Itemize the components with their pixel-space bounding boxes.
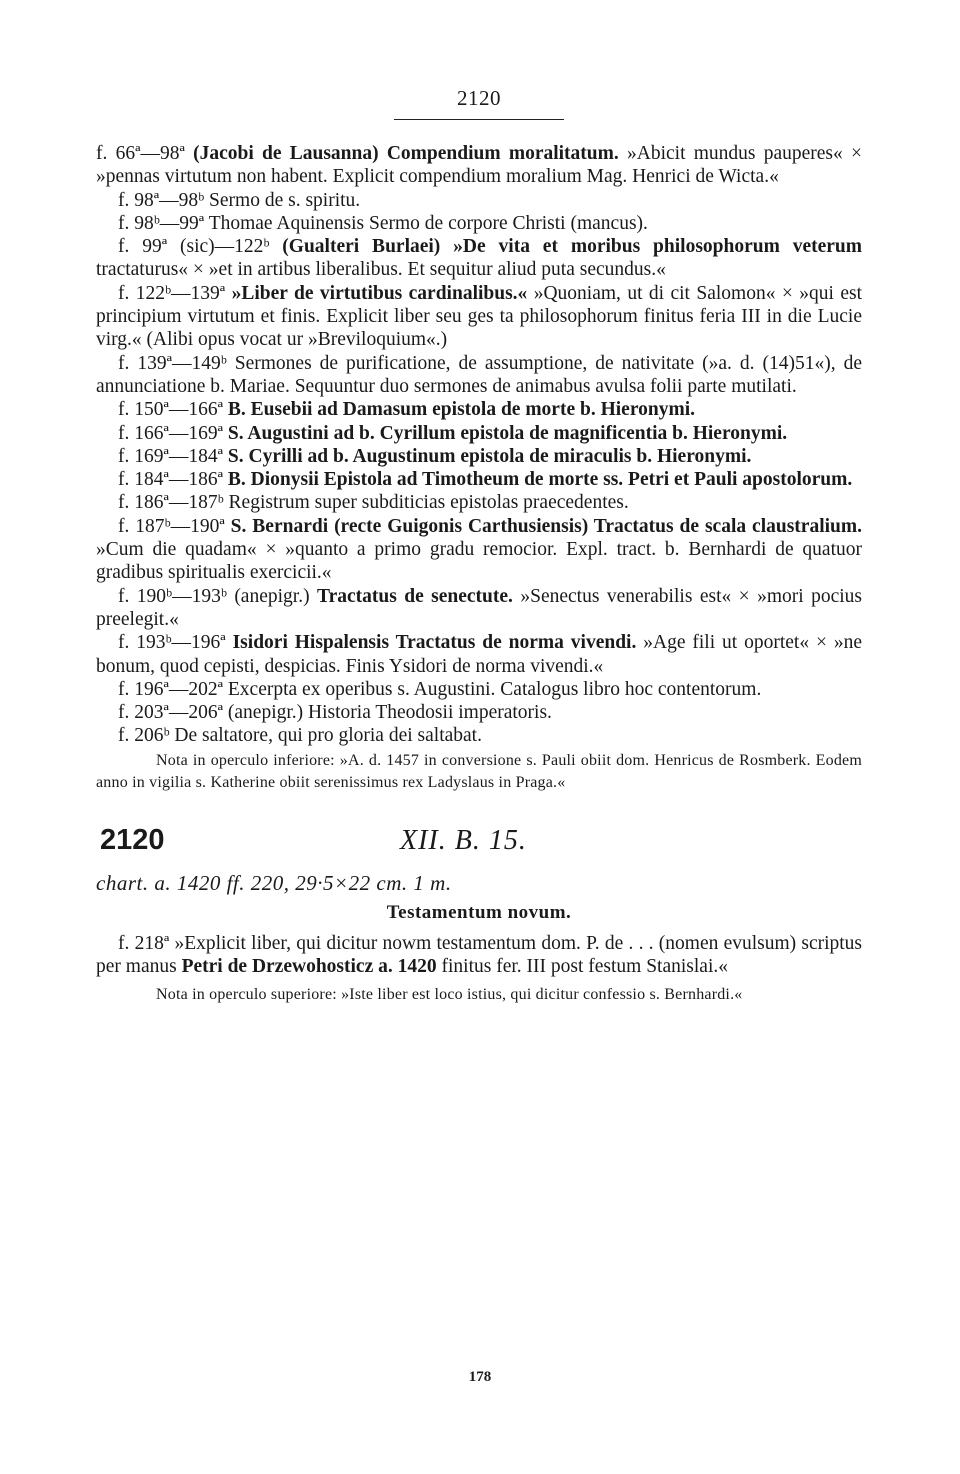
entry-bold: S. Augustini ad b. Cyrillum epistola de magnificentia b. Hieronymi. [227,422,788,444]
entry-text: tractaturus« × »et in artibus liberalibus. Et sequitur aliud puta secundus.« [96,259,666,281]
page [96,86,862,1006]
entry-text: De saltatore, qui pro gloria dei saltabat. [174,725,482,747]
entry-item [96,724,862,747]
entry-folio: f. 122ᵇ—139ª [118,282,226,304]
entry-text: Sermo de s. spiritu. [209,189,361,211]
entry-text: Sermones de purificatione, de assumptione, de nativitate (»a. d. (14)51«), de annunciatione b. Mariae. Sequuntur duo sermones de animabus avulsa folii parte mutilati. [96,352,862,397]
entry-item [96,515,862,585]
entry-folio: f. 187ᵇ—190ª [118,515,225,537]
entry-folio: f. 98ª—98ᵇ [118,189,205,211]
entry-item [96,491,862,514]
entry-bold: Tractatus de senectute. [317,585,513,607]
entry-item [96,422,862,445]
entry-item [96,282,862,352]
codex-description: chart. a. 1420 ff. 220, 29·5×22 cm. 1 m. [96,870,452,895]
entry-item [96,701,862,724]
entry-text: Thomae Aquinensis Sermo de corpore Christi (mancus). [208,212,648,234]
entry-item [96,212,862,235]
entry-folio: f. 150ª—166ª [118,399,224,421]
entry-item [96,142,862,189]
entry-bold: S. Cyrilli ad b. Augustinum epistola de miraculis b. Hieronymi. [227,445,752,467]
codex-entry [96,932,862,979]
entry-folio: f. 203ª—206ª [118,702,224,724]
entry-folio: f. 190ᵇ—193ᵇ [118,585,227,607]
entry-item [96,352,862,399]
entry-item [96,468,862,491]
note-superior: Nota in operculo superiore: »Iste liber est loco istius, qui dicitur confessio s. Bernhardi.« [156,986,743,1004]
entry-folio: f. 184ª—186ª [118,469,224,491]
entry-bold: »Liber de virtutibus cardinalibus.« [231,282,528,304]
codex-signature: XII. B. 15. [400,824,527,856]
codex-entry-text2: finitus fer. III post festum Stanislai.« [441,956,728,978]
entries-list [96,142,862,748]
entry-item [96,235,862,282]
running-head: 2120 [457,86,501,110]
entry-text: »Quoniam, ut di cit Salomon« × »qui est principium virtutum et finis. Explicit liber seu ges ta philosophorum finitus feria III in die Lucie virg.« (Alibi opus vocat ur »Breviloquium«.) [96,282,862,351]
entry-text: (anepigr.) Historia Theodosii imperatoris. [227,702,552,724]
codex-entry-bold: Petri de Drzewohosticz a. 1420 [181,956,437,978]
entry-folio: f. 98ᵇ—99ª [118,212,205,234]
entry-folio: f. 206ᵇ [118,725,170,747]
codex-title: Testamentum novum. [386,901,572,923]
entry-text: Registrum super subditicias epistolas praecedentes. [228,492,629,514]
entry-bold: B. Eusebii ad Damasum epistola de morte b. Hieronymi. [227,399,696,421]
entry-bold: Isidori Hispalensis Tractatus de norma vivendi. [232,632,637,654]
entry-folio: f. 193ᵇ—196ª [118,632,226,654]
entry-folio: f. 196ª—202ª [118,678,224,700]
entry-folio: f. 66ª—98ª [96,143,185,164]
entry-bold: (Jacobi de Lausanna) Compendium moralitatum. [193,143,619,164]
entry-folio: f. 169ª—184ª [118,445,224,467]
entry-pre: (anepigr.) [234,585,310,607]
entry-item [96,631,862,678]
entry-item [96,585,862,632]
codex-entry-folio: f. 218ª [118,932,170,954]
entry-folio: f. 166ª—169ª [118,422,224,444]
entry-folio: f. 186ª—187ᵇ [118,492,224,514]
entry-item [96,189,862,212]
entry-item [96,398,862,421]
entry-folio: f. 139ª—149ᵇ [118,352,227,374]
entry-bold: S. Bernardi (recte Guigonis Carthusiensis) Tractatus de scala claustralium. [230,515,862,537]
head-rule [394,119,564,120]
codex-number: 2120 [100,823,165,856]
codex-heading [96,824,862,857]
entry-bold: B. Dionysii Epistola ad Timotheum de morte ss. Petri et Pauli apostolorum. [227,469,853,491]
entry-item [96,445,862,468]
note-inferior: Nota in operculo inferiore: »A. d. 1457 in conversione s. Pauli obiit dom. Henricus de Rosmberk. Eodem anno in vigilia s. Katherine obiit serenissimus rex Ladyslaus in Praga.« [96,751,862,791]
entry-text: »Senectus venerabilis est« × »mori pocius preelegit.« [96,585,863,630]
entry-folio: f. 99ª (sic)—122ᵇ [118,236,270,258]
entry-text: »Age fili ut oportet« × »ne bonum, quod cepisti, despicias. Finis Ysidori de norma vivendi.« [96,632,863,677]
entry-item [96,678,862,701]
entry-text: »Cum die quadam« × »quanto a primo gradu remocior. Expl. tract. b. Bernhardi de quatuor gradibus spiritualis exercicii.« [96,539,862,584]
page-number: 178 [468,1369,492,1385]
entry-bold: (Gualteri Burlaei) »De vita et moribus philosophorum veterum [282,236,863,258]
entry-text: »Abicit mundus pauperes« × »pennas virtutum non habent. Explicit compendium moralium Mag. Henrici de Wicta.« [96,143,862,188]
codex-entry-text1: »Explicit liber, qui dicitur nowm testamentum dom. P. de . . . (nomen evulsum) scriptus per manus [96,932,863,978]
entry-text: Excerpta ex operibus s. Augustini. Catalogus libro hoc contentorum. [227,678,762,700]
